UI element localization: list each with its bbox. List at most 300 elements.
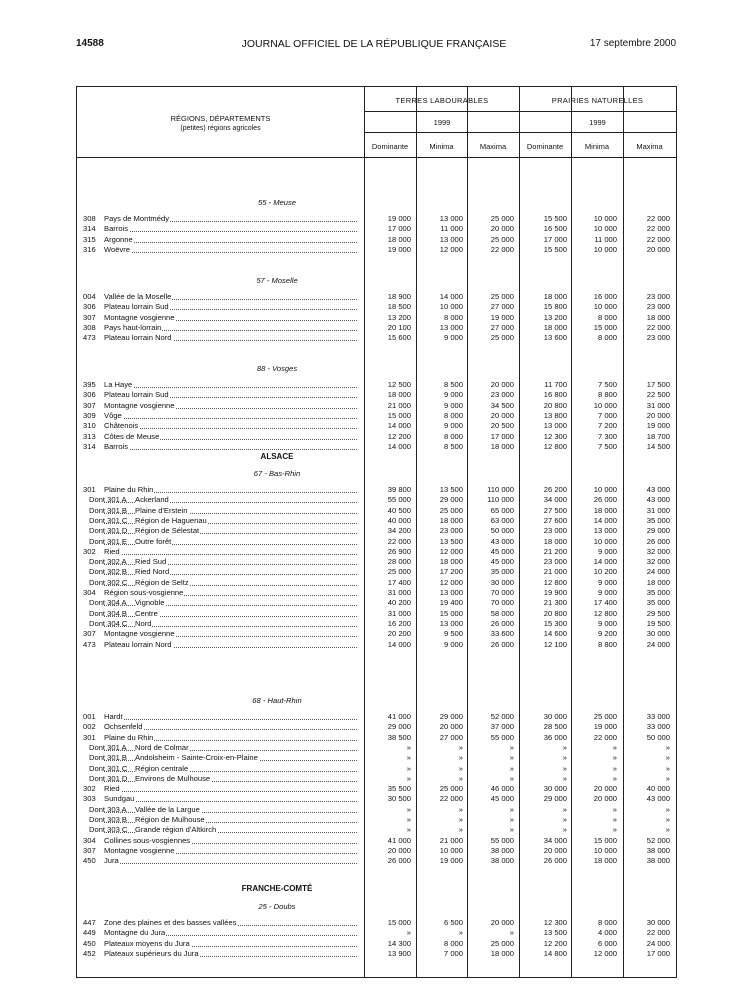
table-row: [77, 733, 676, 743]
price-value: 14 000: [387, 639, 411, 649]
price-value: 11 000: [594, 234, 617, 244]
column-header: Maxima: [636, 142, 663, 151]
region-code: Dont 303 A: [89, 804, 127, 814]
price-value: 15 000: [593, 322, 617, 332]
price-value: 17 500: [646, 380, 670, 389]
price-value: 40 000: [646, 784, 670, 794]
table-row: [77, 578, 676, 588]
region-code: Dont 303 C: [89, 825, 128, 835]
price-value: 9 000: [597, 546, 617, 556]
region-code: Dont 301 D: [89, 526, 128, 536]
region-name: Outre forêt: [135, 536, 172, 546]
price-value: 20 000: [490, 380, 514, 389]
table-row: [77, 815, 676, 825]
table-row: [77, 526, 676, 536]
price-value: 41 000: [387, 712, 411, 721]
price-value: 55 000: [490, 835, 514, 845]
price-value: 22 000: [646, 224, 670, 234]
price-value: 9 000: [597, 618, 617, 628]
price-value: »: [406, 773, 411, 783]
price-value: 8 000: [443, 312, 463, 322]
price-value: 37 000: [490, 722, 514, 732]
region-name: Vôge: [104, 410, 122, 420]
table-row: [77, 495, 676, 505]
region-name: Jura: [104, 856, 119, 866]
price-value: »: [562, 773, 567, 783]
price-value: 18 000: [646, 577, 670, 587]
price-value: 18 000: [543, 322, 567, 332]
price-value: 15 000: [439, 608, 463, 618]
region-name: Plateau lorrain Sud: [104, 390, 169, 400]
price-value: 29 000: [439, 712, 463, 721]
price-value: 18 000: [646, 312, 670, 322]
region-name: Centre: [135, 608, 158, 618]
price-value: 12 300: [543, 431, 567, 441]
price-value: 27 000: [490, 322, 514, 332]
table-row: [77, 547, 676, 557]
price-value: 30 000: [646, 629, 670, 639]
price-value: 20 200: [387, 629, 411, 639]
price-value: »: [509, 742, 514, 752]
price-value: 43 000: [490, 536, 514, 546]
table-row: [77, 333, 676, 343]
price-value: 15 600: [387, 333, 411, 343]
region-name: Ried: [104, 784, 120, 794]
region-name: Ochsenfeld: [104, 722, 143, 732]
region-name: Côtes de Meuse: [104, 431, 160, 441]
table-row: [77, 805, 676, 815]
region-name: Plateaux moyens du Jura: [104, 938, 190, 948]
price-value: 17 000: [646, 948, 670, 958]
price-value: 28 500: [543, 722, 567, 732]
price-value: »: [406, 804, 411, 814]
price-value: 8 000: [597, 312, 617, 322]
department-title: 57 - Moselle: [256, 276, 298, 285]
price-value: 15 000: [387, 410, 411, 420]
price-value: »: [665, 825, 670, 835]
price-value: 26 000: [593, 495, 617, 505]
price-value: 7 500: [597, 441, 617, 451]
leader-dots: [104, 231, 357, 232]
region-code: Dont 301 D: [89, 773, 128, 783]
price-value: 13 800: [543, 410, 567, 420]
region-name: Région de Seltz: [135, 577, 189, 587]
table-row: [77, 825, 676, 835]
table-row: [77, 214, 676, 224]
price-value: 12 800: [543, 441, 567, 451]
price-value: 29 000: [646, 526, 670, 536]
price-value: 7 000: [597, 410, 617, 420]
region-code: Dont 304 A: [89, 598, 127, 608]
price-value: 34 500: [490, 400, 514, 410]
price-value: »: [458, 753, 463, 763]
price-value: 31 000: [646, 400, 670, 410]
price-value: 15 000: [593, 835, 617, 845]
price-value: 35 000: [646, 588, 670, 597]
price-value: 25 000: [490, 234, 514, 244]
department-title: 67 - Bas-Rhin: [253, 469, 301, 478]
region-name: La Haye: [104, 380, 133, 389]
price-value: 13 500: [439, 485, 463, 494]
table-row: [77, 245, 676, 255]
header-rule: [364, 111, 676, 112]
price-value: 17 400: [593, 598, 617, 608]
region-code: 473: [83, 333, 96, 343]
department-title: 55 - Meuse: [258, 198, 296, 207]
region-code: 395: [83, 380, 96, 389]
table-row: [77, 567, 676, 577]
price-value: 20 000: [646, 410, 670, 420]
price-value: »: [509, 815, 514, 824]
price-value: 45 000: [490, 557, 514, 567]
price-value: 34 000: [543, 495, 567, 505]
price-value: 9 200: [597, 629, 617, 639]
price-value: »: [406, 928, 411, 938]
region-code: Dont 301 C: [89, 515, 128, 525]
price-value: 14 800: [543, 948, 567, 958]
region-name: Région de Haguenau: [135, 515, 207, 525]
price-value: 10 000: [593, 302, 617, 312]
table-row: [77, 846, 676, 856]
region-code: Dont 304 C: [89, 618, 128, 628]
price-value: »: [458, 763, 463, 773]
price-value: 40 000: [387, 515, 411, 525]
price-value: 22 000: [646, 928, 670, 938]
region-code: 450: [83, 938, 96, 948]
leader-dots: [104, 554, 357, 555]
price-value: 8 500: [443, 380, 463, 389]
price-value: 15 300: [543, 618, 567, 628]
price-value: 17 000: [543, 234, 567, 244]
region-name: Plaine du Rhin: [104, 485, 154, 494]
price-value: 38 000: [646, 845, 670, 855]
price-value: 13 000: [439, 234, 463, 244]
price-value: 8 000: [443, 431, 463, 441]
region-code: 307: [83, 312, 96, 322]
region-title: ALSACE: [260, 452, 294, 461]
region-name: Ried Nord: [135, 567, 170, 577]
table-row: [77, 421, 676, 431]
price-value: »: [665, 763, 670, 773]
price-value: 9 500: [443, 629, 463, 639]
region-code: 473: [83, 639, 96, 649]
region-code: 308: [83, 322, 96, 332]
region-code: 449: [83, 928, 96, 938]
price-value: 11 700: [544, 380, 567, 389]
region-name: Châtenois: [104, 421, 139, 431]
price-value: 43 000: [646, 495, 670, 505]
price-value: »: [562, 753, 567, 763]
region-code: 450: [83, 856, 96, 866]
region-name: Région centrale: [135, 763, 189, 773]
price-value: 15 500: [543, 244, 567, 254]
region-code: 307: [83, 629, 96, 639]
table-row: [77, 794, 676, 804]
region-name: Région de Mulhouse: [135, 815, 205, 824]
price-value: 18 000: [439, 557, 463, 567]
price-value: »: [509, 804, 514, 814]
department-title: 68 - Haut-Rhin: [252, 696, 302, 705]
price-value: 17 000: [490, 431, 514, 441]
table-row: [77, 401, 676, 411]
region-name: Nord: [135, 618, 152, 628]
price-value: 23 000: [543, 557, 567, 567]
table-row: [77, 557, 676, 567]
price-value: 18 000: [593, 856, 617, 866]
year-prairies: 1999: [589, 118, 606, 127]
price-value: 22 000: [387, 536, 411, 546]
price-value: 23 000: [646, 302, 670, 312]
region-column-label: RÉGIONS, DÉPARTEMENTS: [170, 114, 271, 123]
price-value: 8 800: [597, 639, 617, 649]
table-row: [77, 313, 676, 323]
table-row: [77, 292, 676, 302]
price-value: 17 200: [439, 567, 463, 577]
price-value: »: [562, 804, 567, 814]
region-code: 304: [83, 588, 96, 597]
price-value: 22 000: [646, 322, 670, 332]
year-terres: 1999: [433, 118, 451, 127]
price-value: 10 000: [593, 224, 617, 234]
price-value: 14 000: [439, 292, 463, 301]
price-value: 9 000: [443, 390, 463, 400]
price-value: 12 100: [543, 639, 567, 649]
price-value: 20 500: [490, 421, 514, 431]
price-value: 18 000: [490, 441, 514, 451]
region-name: Woëvre: [104, 244, 131, 254]
table-row: [77, 629, 676, 639]
table-row: [77, 949, 676, 959]
price-value: 23 000: [646, 292, 670, 301]
price-value: 9 000: [443, 400, 463, 410]
price-value: 20 800: [543, 608, 567, 618]
price-value: 12 000: [439, 244, 463, 254]
price-value: 14 600: [543, 629, 567, 639]
price-value: 10 000: [593, 485, 617, 494]
price-value: 43 000: [646, 794, 670, 804]
price-value: 20 000: [543, 845, 567, 855]
table-row: [77, 380, 676, 390]
region-code: 313: [83, 431, 96, 441]
header-rule: [364, 132, 676, 133]
price-value: 26 000: [490, 618, 514, 628]
price-value: 21 300: [543, 598, 567, 608]
price-value: »: [458, 928, 463, 938]
price-value: 24 000: [646, 639, 670, 649]
price-value: 7 000: [443, 948, 463, 958]
price-value: 19 000: [646, 421, 670, 431]
price-value: 19 400: [439, 598, 463, 608]
price-value: 6 000: [597, 938, 617, 948]
price-value: 21 200: [543, 546, 567, 556]
price-value: 33 000: [646, 712, 670, 721]
price-value: 26 000: [646, 536, 670, 546]
price-value: 9 000: [443, 421, 463, 431]
price-value: 29 000: [439, 495, 463, 505]
price-value: »: [562, 815, 567, 824]
price-value: 15 000: [387, 918, 411, 927]
price-value: 34 000: [543, 835, 567, 845]
region-name: Ried Sud: [135, 557, 167, 567]
region-code: Dont 301 B: [89, 505, 127, 515]
region-code: 309: [83, 410, 96, 420]
price-value: 18 000: [387, 390, 411, 400]
price-value: 23 000: [439, 526, 463, 536]
table-row: [77, 619, 676, 629]
region-code: Dont 301 A: [89, 742, 127, 752]
price-value: 22 000: [593, 732, 617, 742]
price-value: »: [612, 763, 617, 773]
region-name: Région de Sélestat: [135, 526, 200, 536]
table-row: [77, 753, 676, 763]
price-value: 13 000: [439, 588, 463, 597]
table-row: [77, 432, 676, 442]
price-value: 10 200: [593, 567, 617, 577]
price-value: »: [562, 742, 567, 752]
region-code: 302: [83, 546, 96, 556]
table-row: [77, 516, 676, 526]
price-value: »: [612, 804, 617, 814]
price-value: 22 000: [646, 214, 670, 223]
column-header: Dominante: [526, 142, 564, 151]
price-value: 22 000: [439, 794, 463, 804]
price-value: »: [665, 753, 670, 763]
price-value: 21 000: [543, 567, 567, 577]
price-value: »: [458, 815, 463, 824]
price-value: 20 000: [490, 224, 514, 234]
region-name: Plateau lorrain Nord: [104, 639, 172, 649]
table-row: [77, 598, 676, 608]
region-name: Vallée de la Largue: [135, 804, 200, 814]
header-rule: [77, 157, 676, 158]
price-value: 21 000: [387, 400, 411, 410]
price-value: 24 000: [646, 938, 670, 948]
price-value: 10 000: [593, 214, 617, 223]
region-name: Hardt: [104, 712, 123, 721]
price-value: 20 000: [593, 794, 617, 804]
region-name: Andolsheim - Sainte-Croix-en-Plaine: [135, 753, 258, 763]
price-value: 13 600: [543, 333, 567, 343]
department-title: 25 - Doubs: [258, 902, 296, 911]
region-code: 303: [83, 794, 96, 804]
table-row: [77, 928, 676, 938]
region-code: 307: [83, 845, 96, 855]
price-value: 10 000: [593, 244, 617, 254]
region-name: Zone des plaines et des basses vallées: [104, 918, 237, 927]
price-table: [76, 86, 677, 978]
price-value: 27 000: [439, 732, 463, 742]
price-value: 6 500: [443, 918, 463, 927]
price-value: 23 000: [543, 526, 567, 536]
price-value: 36 000: [543, 732, 567, 742]
price-value: 29 000: [543, 794, 567, 804]
region-name: Pays de Montmédy: [104, 214, 169, 223]
price-value: 12 200: [543, 938, 567, 948]
price-value: 32 000: [646, 557, 670, 567]
price-value: 12 200: [387, 431, 411, 441]
region-code: 314: [83, 441, 96, 451]
table-row: [77, 784, 676, 794]
price-value: 25 000: [593, 712, 617, 721]
price-value: 52 000: [646, 835, 670, 845]
table-row: [77, 774, 676, 784]
price-value: 110 000: [487, 485, 514, 494]
price-value: 20 000: [439, 722, 463, 732]
region-name: Plaine du Rhin: [104, 732, 154, 742]
table-row: [77, 918, 676, 928]
price-value: 10 000: [439, 845, 463, 855]
price-value: 31 000: [646, 505, 670, 515]
price-value: 19 500: [646, 618, 670, 628]
price-value: 70 000: [490, 598, 514, 608]
price-value: 16 800: [543, 390, 567, 400]
price-value: 9 000: [443, 333, 463, 343]
page-date: 17 septembre 2000: [589, 38, 676, 49]
price-value: 11 000: [440, 224, 463, 234]
region-code: 304: [83, 835, 96, 845]
price-value: »: [665, 742, 670, 752]
price-value: 30 500: [387, 794, 411, 804]
region-name: Plateau lorrain Sud: [104, 302, 169, 312]
price-value: 27 600: [543, 515, 567, 525]
price-value: 45 000: [490, 794, 514, 804]
price-value: »: [612, 825, 617, 835]
price-value: 110 000: [487, 495, 514, 505]
price-value: 13 900: [387, 948, 411, 958]
leader-dots: [104, 387, 357, 388]
price-value: 13 500: [439, 536, 463, 546]
region-name: Grande région d'Altkirch: [135, 825, 217, 835]
price-value: 27 500: [543, 505, 567, 515]
price-value: 20 800: [543, 400, 567, 410]
table-row: [77, 640, 676, 650]
price-value: 18 700: [646, 431, 670, 441]
department-title: 88 - Vosges: [256, 364, 298, 373]
region-code: Dont 302 C: [89, 577, 128, 587]
table-row: [77, 442, 676, 452]
price-value: 24 000: [646, 567, 670, 577]
region-code: 301: [83, 485, 96, 494]
price-value: »: [406, 742, 411, 752]
price-value: 13 000: [439, 618, 463, 628]
price-value: »: [665, 815, 670, 824]
price-value: 30 000: [543, 712, 567, 721]
price-value: 46 000: [490, 784, 514, 794]
price-value: 39 800: [387, 485, 411, 494]
price-value: 18 000: [387, 234, 411, 244]
price-value: 23 000: [646, 333, 670, 343]
region-code: Dont 304 B: [89, 608, 127, 618]
table-row: [77, 485, 676, 495]
region-code: Dont 301 C: [89, 763, 128, 773]
price-value: »: [458, 742, 463, 752]
price-value: 17 000: [387, 224, 411, 234]
leader-dots: [104, 252, 357, 253]
column-header: Dominante: [371, 142, 409, 151]
table-row: [77, 856, 676, 866]
price-value: 13 000: [439, 322, 463, 332]
price-value: »: [612, 773, 617, 783]
page-number: 14588: [76, 38, 104, 49]
price-value: 43 000: [646, 485, 670, 494]
price-value: 20 000: [387, 845, 411, 855]
leader-dots: [104, 428, 357, 429]
price-value: 33 000: [646, 722, 670, 732]
price-value: 14 000: [593, 557, 617, 567]
price-value: 13 200: [387, 312, 411, 322]
price-value: 29 000: [387, 722, 411, 732]
price-value: 20 000: [593, 784, 617, 794]
